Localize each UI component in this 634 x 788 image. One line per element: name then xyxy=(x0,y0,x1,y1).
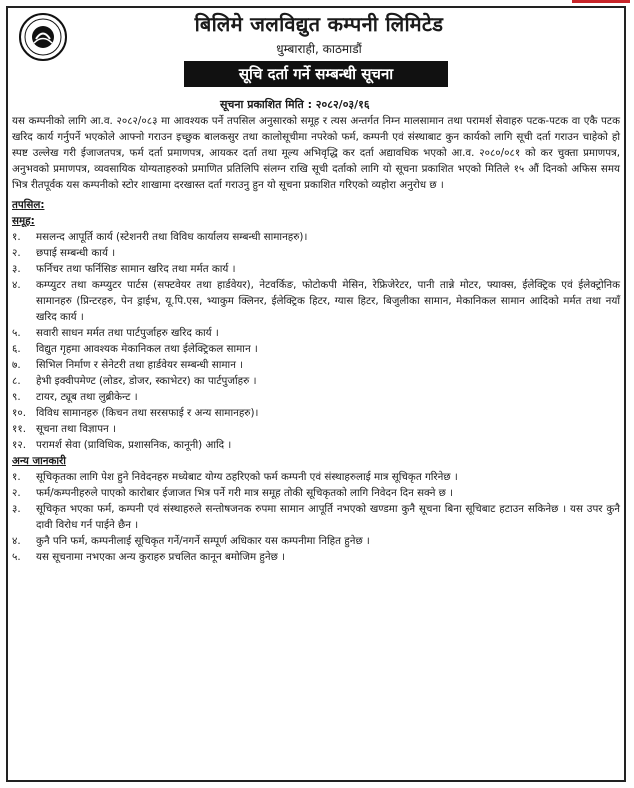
list-item xyxy=(12,549,620,565)
item-text: परामर्श सेवा (प्राविधिक, प्रशासनिक, कानूनी) आदि । xyxy=(36,439,232,451)
list-item xyxy=(12,373,620,389)
list-item xyxy=(12,533,620,549)
item-text: सूचिकृतका लागि पेश हुने निवेदनहरु मध्येबाट योग्य ठहरिएको फर्म कम्पनी एवं संस्थाहरुलाई मात्र सूचिकृत गरिनेछ । xyxy=(36,471,458,483)
notice-body xyxy=(12,113,620,565)
item-number: ८. xyxy=(12,375,21,387)
item-number: ५. xyxy=(12,551,21,563)
item-number: २. xyxy=(12,487,21,499)
list-item xyxy=(12,245,620,261)
list-item xyxy=(12,357,620,373)
item-text: फर्म/कम्पनीहरुले पाएको कारोबार ईजाजत भित्र पर्ने गरी मात्र समूह तोकी सूचिकृतको लागि निवेदन दिन सक्ने छ । xyxy=(36,487,454,499)
list-item xyxy=(12,421,620,437)
company-address: धुम्बाराही, काठमाडौं xyxy=(276,42,362,56)
item-text: टायर, ट्यूब तथा लुब्रीकेन्ट । xyxy=(36,391,138,403)
item-number: ६. xyxy=(12,343,21,355)
group-list xyxy=(12,229,620,453)
notice-title-banner: सूचि दर्ता गर्ने सम्बन्धी सूचना xyxy=(184,61,448,87)
other-info-list xyxy=(12,469,620,565)
list-item xyxy=(12,277,620,325)
company-logo-icon xyxy=(18,12,68,62)
item-text: सूचना तथा विज्ञापन । xyxy=(36,423,116,435)
list-item xyxy=(12,437,620,453)
item-text: सूचिकृत भएका फर्म, कम्पनी एवं संस्थाहरुले सन्तोषजनक रुपमा सामान आपूर्ति नभएको खण्डमा कुनै सूचना बिना सूचिबाट हटाउन सकिनेछ । यस उपर कुनै दावी विरोध गर्न पाईने छैन । xyxy=(36,503,620,531)
item-text: हेभी इक्वीपमेण्ट (लोडर, डोजर, स्काभेटर) का पार्टपुर्जाहरु । xyxy=(36,375,257,387)
list-item xyxy=(12,485,620,501)
item-text: सिभिल निर्माण र सेनेटरी तथा हार्डवेयर सम्बन्धी सामान । xyxy=(36,359,244,371)
item-text: फर्निचर तथा फर्निसिङ सामान खरिद तथा मर्मत कार्य । xyxy=(36,263,236,275)
list-item xyxy=(12,341,620,357)
item-number: २. xyxy=(12,247,21,259)
item-number: १. xyxy=(12,471,21,483)
tapasil-heading: तपसिल: xyxy=(12,199,45,211)
item-text: यस सूचनामा नभएका अन्य कुराहरु प्रचलित कानून बमोजिम हुनेछ । xyxy=(36,551,285,563)
item-text: कुनै पनि फर्म, कम्पनीलाई सूचिकृत गर्ने/नगर्ने सम्पूर्ण अधिकार यस कम्पनीमा निहित हुनेछ । xyxy=(36,535,370,547)
item-number: ४. xyxy=(12,279,21,291)
list-item xyxy=(12,405,620,421)
item-text: विविध सामानहरु (किचन तथा सरसफाई र अन्य सामानहरु)। xyxy=(36,407,259,419)
item-number: ३. xyxy=(12,503,21,515)
item-number: ३. xyxy=(12,263,21,275)
publication-date: सूचना प्रकाशित मिति : २०८२/०३/१६ xyxy=(220,98,370,111)
item-number: ९. xyxy=(12,391,21,403)
item-text: छपाई सम्बन्धी कार्य । xyxy=(36,247,116,259)
item-text: कम्प्युटर तथा कम्प्युटर पार्टस (सफ्टवेयर तथा हार्डवेयर), नेटवर्किङ, फोटोकपी मेसिन, रेफ्रिजेरेटर, पानी तान्ने मोटर, फ्याक्स, ईलेक्ट्रिक एवं ईलेक्ट्रोनिक सामानहरु (प्रिन्टरहरु, पेन ड्राईभ, यू.पि.एस, भ्याकुम क्लिनर, ईलेक्ट्रिक हिटर, ग्यास हिटर, बिजुलीका सामान, मेकानिकल सामान आदिको मर्मत तथा नयाँ खरिद कार्य । xyxy=(36,279,620,323)
red-corner-mark xyxy=(572,0,630,3)
item-number: १२. xyxy=(12,439,26,451)
list-item xyxy=(12,389,620,405)
list-item xyxy=(12,469,620,485)
item-text: सवारी साधन मर्मत तथा पार्टपुर्जाहरु खरिद कार्य । xyxy=(36,327,219,339)
intro-paragraph: यस कम्पनीको लागि आ.व. २०८२/०८३ मा आवश्यक पर्ने तपसिल अनुसारको समूह र त्यस अन्तर्गत निम्न मालसामान तथा परामर्श सेवाहरु पटक-पटक वा एकै पटक खरिद कार्य गर्नुपर्ने भएकोले आफ्नो गराउन इच्छुक बालकसुर तथा कालोसूचीमा नपरेको फर्म, कम्पनी एवं संस्थाबाट कुन कार्यको लागि सूची दर्ता गराउन चाहेको हो स्पष्ट उल्लेख गरी ईजाजतपत्र, फर्म दर्ता प्रमाणपत्र, आयकर दर्ता तथा मूल्य अभिवृद्धि कर दर्ता अद्यावधिक भएको आ.व. २०८०/०८१ को कर चुक्ता प्रमाणपत्र, अनुभवको प्रमाणपत्र, व्यवसायिक योग्यताहरुको प्रमाणित प्रतिलिपि संलग्न राखि सूची दर्ताको लागि यो सूचना प्रकाशित भएको मितिले १५ औं दिनको अफिस समय भित्र रीतपूर्वक यस कम्पनीको स्टोर शाखामा दरखास्त दर्ता गराउनु हुन यो सूचना प्रकाशित गरिएको व्यहोरा अनुरोध छ । xyxy=(12,115,620,191)
item-number: ११. xyxy=(12,423,26,435)
item-text: मसलन्द आपूर्ति कार्य (स्टेशनरी तथा विविध कार्यालय सम्बन्धी सामानहरु)। xyxy=(36,231,308,243)
item-text: विद्युत गृहमा आवश्यक मेकानिकल तथा ईलेक्ट्रिकल सामान । xyxy=(36,343,258,355)
item-number: ५. xyxy=(12,327,21,339)
item-number: ४. xyxy=(12,535,21,547)
list-item xyxy=(12,261,620,277)
group-heading: समूह: xyxy=(12,215,35,227)
other-info-heading: अन्य जानकारी xyxy=(12,455,66,467)
item-number: १०. xyxy=(12,407,26,419)
list-item xyxy=(12,501,620,533)
item-number: ७. xyxy=(12,359,21,371)
list-item xyxy=(12,325,620,341)
company-name: बिलिमे जलविद्युत कम्पनी लिमिटेड xyxy=(194,12,444,36)
list-item xyxy=(12,229,620,245)
item-number: १. xyxy=(12,231,21,243)
